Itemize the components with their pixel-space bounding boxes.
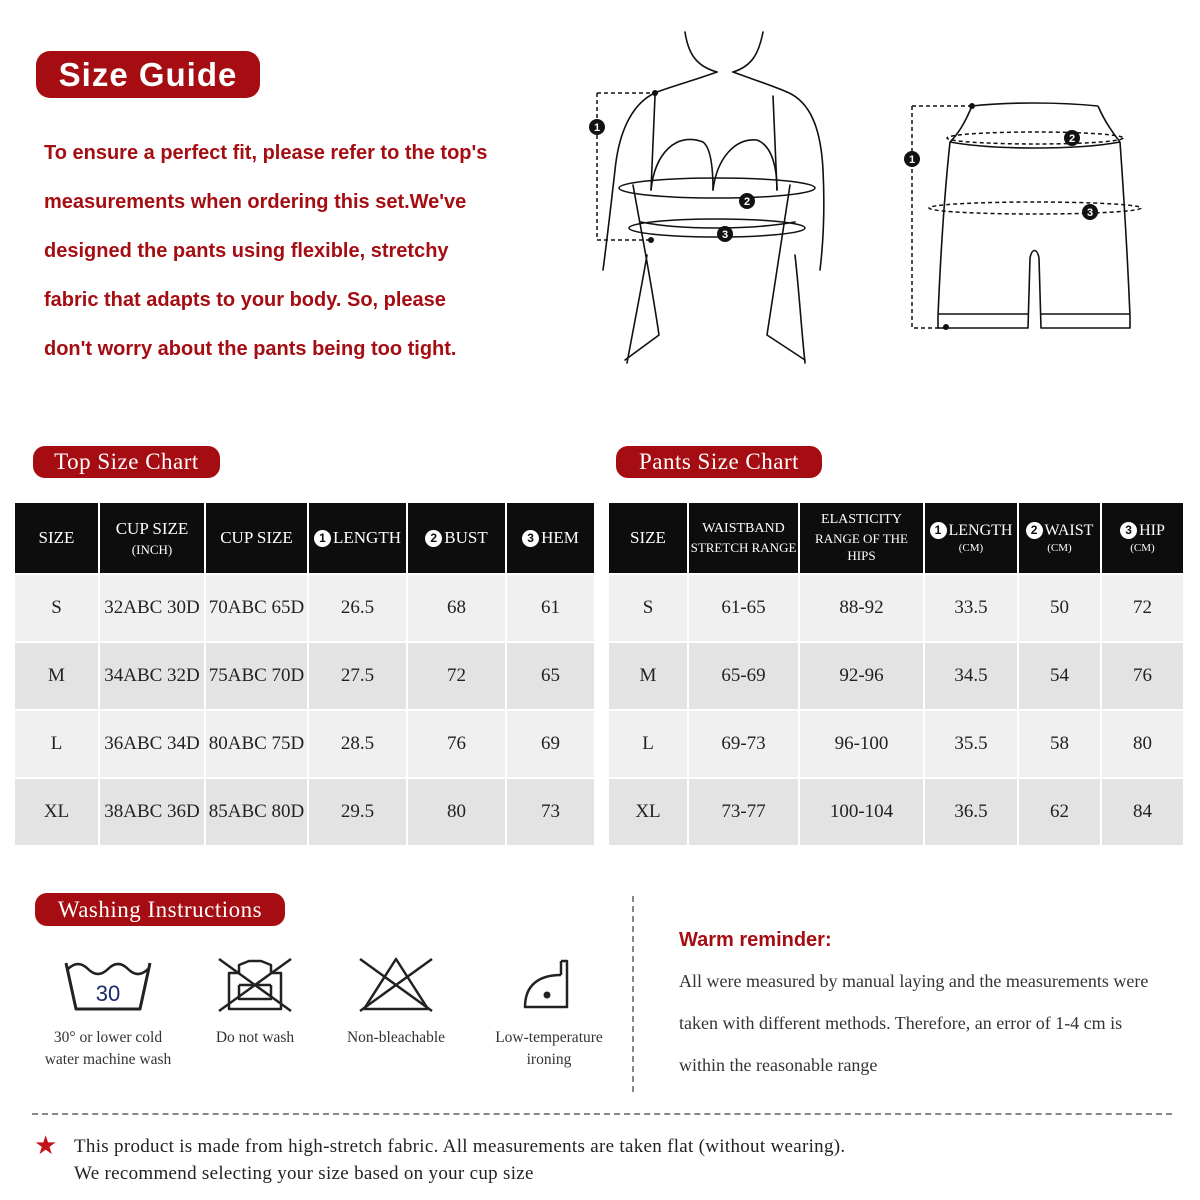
table-cell: 33.5 xyxy=(924,574,1018,642)
table-cell: 85ABC 80D xyxy=(205,778,308,845)
table-cell: 34.5 xyxy=(924,642,1018,710)
shorts-measurement-figure xyxy=(898,98,1143,334)
header-hem: 3 HEM xyxy=(506,503,594,574)
washing-title: Washing Instructions xyxy=(35,893,285,926)
table-cell: 65 xyxy=(506,642,594,710)
table-cell: 35.5 xyxy=(924,710,1018,778)
do-not-wash-icon xyxy=(215,955,295,1013)
table-cell: 29.5 xyxy=(308,778,407,845)
table-cell: XL xyxy=(15,778,99,845)
care-item-low-temperature-ironing xyxy=(478,955,620,1071)
table-row xyxy=(15,778,594,845)
care-label-line: Do not wash xyxy=(215,1029,295,1046)
table-header-row xyxy=(15,503,594,574)
table-row xyxy=(15,710,594,778)
intro-line: fabric that adapts to your body. So, please xyxy=(44,289,446,311)
marker-length: 1 xyxy=(593,122,601,134)
header-hip-elasticity-range: ELASTICITY RANGE OF THE HIPS xyxy=(799,503,924,574)
footer-line: We recommend selecting your size based on your cup size xyxy=(74,1163,534,1184)
footer-divider xyxy=(32,1113,1172,1115)
table-cell: 50 xyxy=(1018,574,1101,642)
table-cell: S xyxy=(609,574,688,642)
table-cell: 36ABC 34D xyxy=(99,710,205,778)
table-cell: M xyxy=(609,642,688,710)
table-row xyxy=(609,778,1183,845)
page-title: Size Guide xyxy=(36,51,260,98)
intro-line: don't worry about the pants being too tight. xyxy=(44,338,457,360)
care-item-machine-wash xyxy=(30,955,186,1071)
table-cell: 96-100 xyxy=(799,710,924,778)
marker-length: 1 xyxy=(908,154,916,166)
care-item-do-not-wash xyxy=(190,955,320,1049)
reminder-title: Warm reminder: xyxy=(679,929,832,951)
table-cell: 92-96 xyxy=(799,642,924,710)
no-bleach-icon xyxy=(356,955,436,1013)
table-cell: 36.5 xyxy=(924,778,1018,845)
section-divider xyxy=(632,896,634,1092)
header-size: SIZE xyxy=(609,503,688,574)
table-header-row xyxy=(609,503,1183,574)
table-cell: 80 xyxy=(1101,710,1183,778)
care-label-line: Low-temperature xyxy=(495,1029,603,1046)
table-cell: 72 xyxy=(407,642,506,710)
table-cell: 27.5 xyxy=(308,642,407,710)
table-cell: 88-92 xyxy=(799,574,924,642)
footer-note xyxy=(74,1133,1174,1187)
reminder-line: All were measured by manual laying and the measurements were xyxy=(679,971,1149,991)
table-cell: 73-77 xyxy=(688,778,799,845)
wash-tub-30-icon xyxy=(62,955,154,1013)
table-cell: 76 xyxy=(1101,642,1183,710)
table-cell: 75ABC 70D xyxy=(205,642,308,710)
header-hip: 3 HIP (CM) xyxy=(1101,503,1183,574)
table-cell: S xyxy=(15,574,99,642)
marker-hem: 3 xyxy=(721,229,729,241)
table-cell: 76 xyxy=(407,710,506,778)
intro-line: measurements when ordering this set.We've xyxy=(44,191,467,213)
header-waist: 2 WAIST (CM) xyxy=(1018,503,1101,574)
table-cell: 72 xyxy=(1101,574,1183,642)
star-icon: ★ xyxy=(34,1131,58,1160)
top-chart-title: Top Size Chart xyxy=(33,446,220,478)
low-iron-icon xyxy=(509,955,589,1013)
header-bust: 2 BUST xyxy=(407,503,506,574)
table-cell: 62 xyxy=(1018,778,1101,845)
intro-line: To ensure a perfect fit, please refer to the top's xyxy=(44,142,488,164)
pants-size-table xyxy=(609,503,1183,845)
table-cell: 80ABC 75D xyxy=(205,710,308,778)
reminder-line: within the reasonable range xyxy=(679,1055,878,1075)
header-waistband-stretch-range: WAISTBAND STRETCH RANGE xyxy=(688,503,799,574)
header-length: 1 LENGTH (CM) xyxy=(924,503,1018,574)
care-item-non-bleachable xyxy=(330,955,462,1049)
intro-line: designed the pants using flexible, stretchy xyxy=(44,240,449,262)
table-cell: 100-104 xyxy=(799,778,924,845)
table-cell: 38ABC 36D xyxy=(99,778,205,845)
table-row xyxy=(15,642,594,710)
top-size-table xyxy=(15,503,594,845)
table-cell: 58 xyxy=(1018,710,1101,778)
marker-hip: 3 xyxy=(1086,207,1094,219)
table-cell: 69-73 xyxy=(688,710,799,778)
reminder-line: taken with different methods. Therefore, an error of 1-4 cm is xyxy=(679,1013,1123,1033)
care-label-line: 30° or lower cold xyxy=(53,1029,163,1046)
table-row xyxy=(15,574,594,642)
table-cell: 73 xyxy=(506,778,594,845)
table-cell: 28.5 xyxy=(308,710,407,778)
table-cell: 54 xyxy=(1018,642,1101,710)
table-cell: 34ABC 32D xyxy=(99,642,205,710)
footer-line: This product is made from high-stretch fabric. All measurements are taken flat (without wearing). xyxy=(74,1136,846,1157)
header-size: SIZE xyxy=(15,503,99,574)
table-cell: 61-65 xyxy=(688,574,799,642)
header-cup-size: CUP SIZE xyxy=(205,503,308,574)
table-cell: L xyxy=(609,710,688,778)
table-cell: XL xyxy=(609,778,688,845)
bra-measurement-figure xyxy=(585,30,825,365)
header-length: 1 LENGTH xyxy=(308,503,407,574)
pants-chart-title: Pants Size Chart xyxy=(616,446,822,478)
marker-bust: 2 xyxy=(743,196,751,208)
wash-temp: 30 xyxy=(95,981,121,1006)
table-cell: 68 xyxy=(407,574,506,642)
table-cell: 70ABC 65D xyxy=(205,574,308,642)
table-cell: 61 xyxy=(506,574,594,642)
reminder-text xyxy=(679,963,1189,1089)
intro-text xyxy=(44,134,544,379)
table-cell: 65-69 xyxy=(688,642,799,710)
table-cell: 80 xyxy=(407,778,506,845)
table-row xyxy=(609,710,1183,778)
header-cup-size-inch: CUP SIZE (INCH) xyxy=(99,503,205,574)
table-cell: 32ABC 30D xyxy=(99,574,205,642)
table-cell: 69 xyxy=(506,710,594,778)
table-cell: 26.5 xyxy=(308,574,407,642)
care-label-line: Non-bleachable xyxy=(346,1029,446,1046)
table-cell: M xyxy=(15,642,99,710)
care-label-line: water machine wash xyxy=(44,1051,172,1068)
table-row xyxy=(609,642,1183,710)
table-cell: L xyxy=(15,710,99,778)
marker-waist: 2 xyxy=(1068,133,1076,145)
table-cell: 84 xyxy=(1101,778,1183,845)
table-row xyxy=(609,574,1183,642)
care-label-line: ironing xyxy=(526,1051,572,1068)
